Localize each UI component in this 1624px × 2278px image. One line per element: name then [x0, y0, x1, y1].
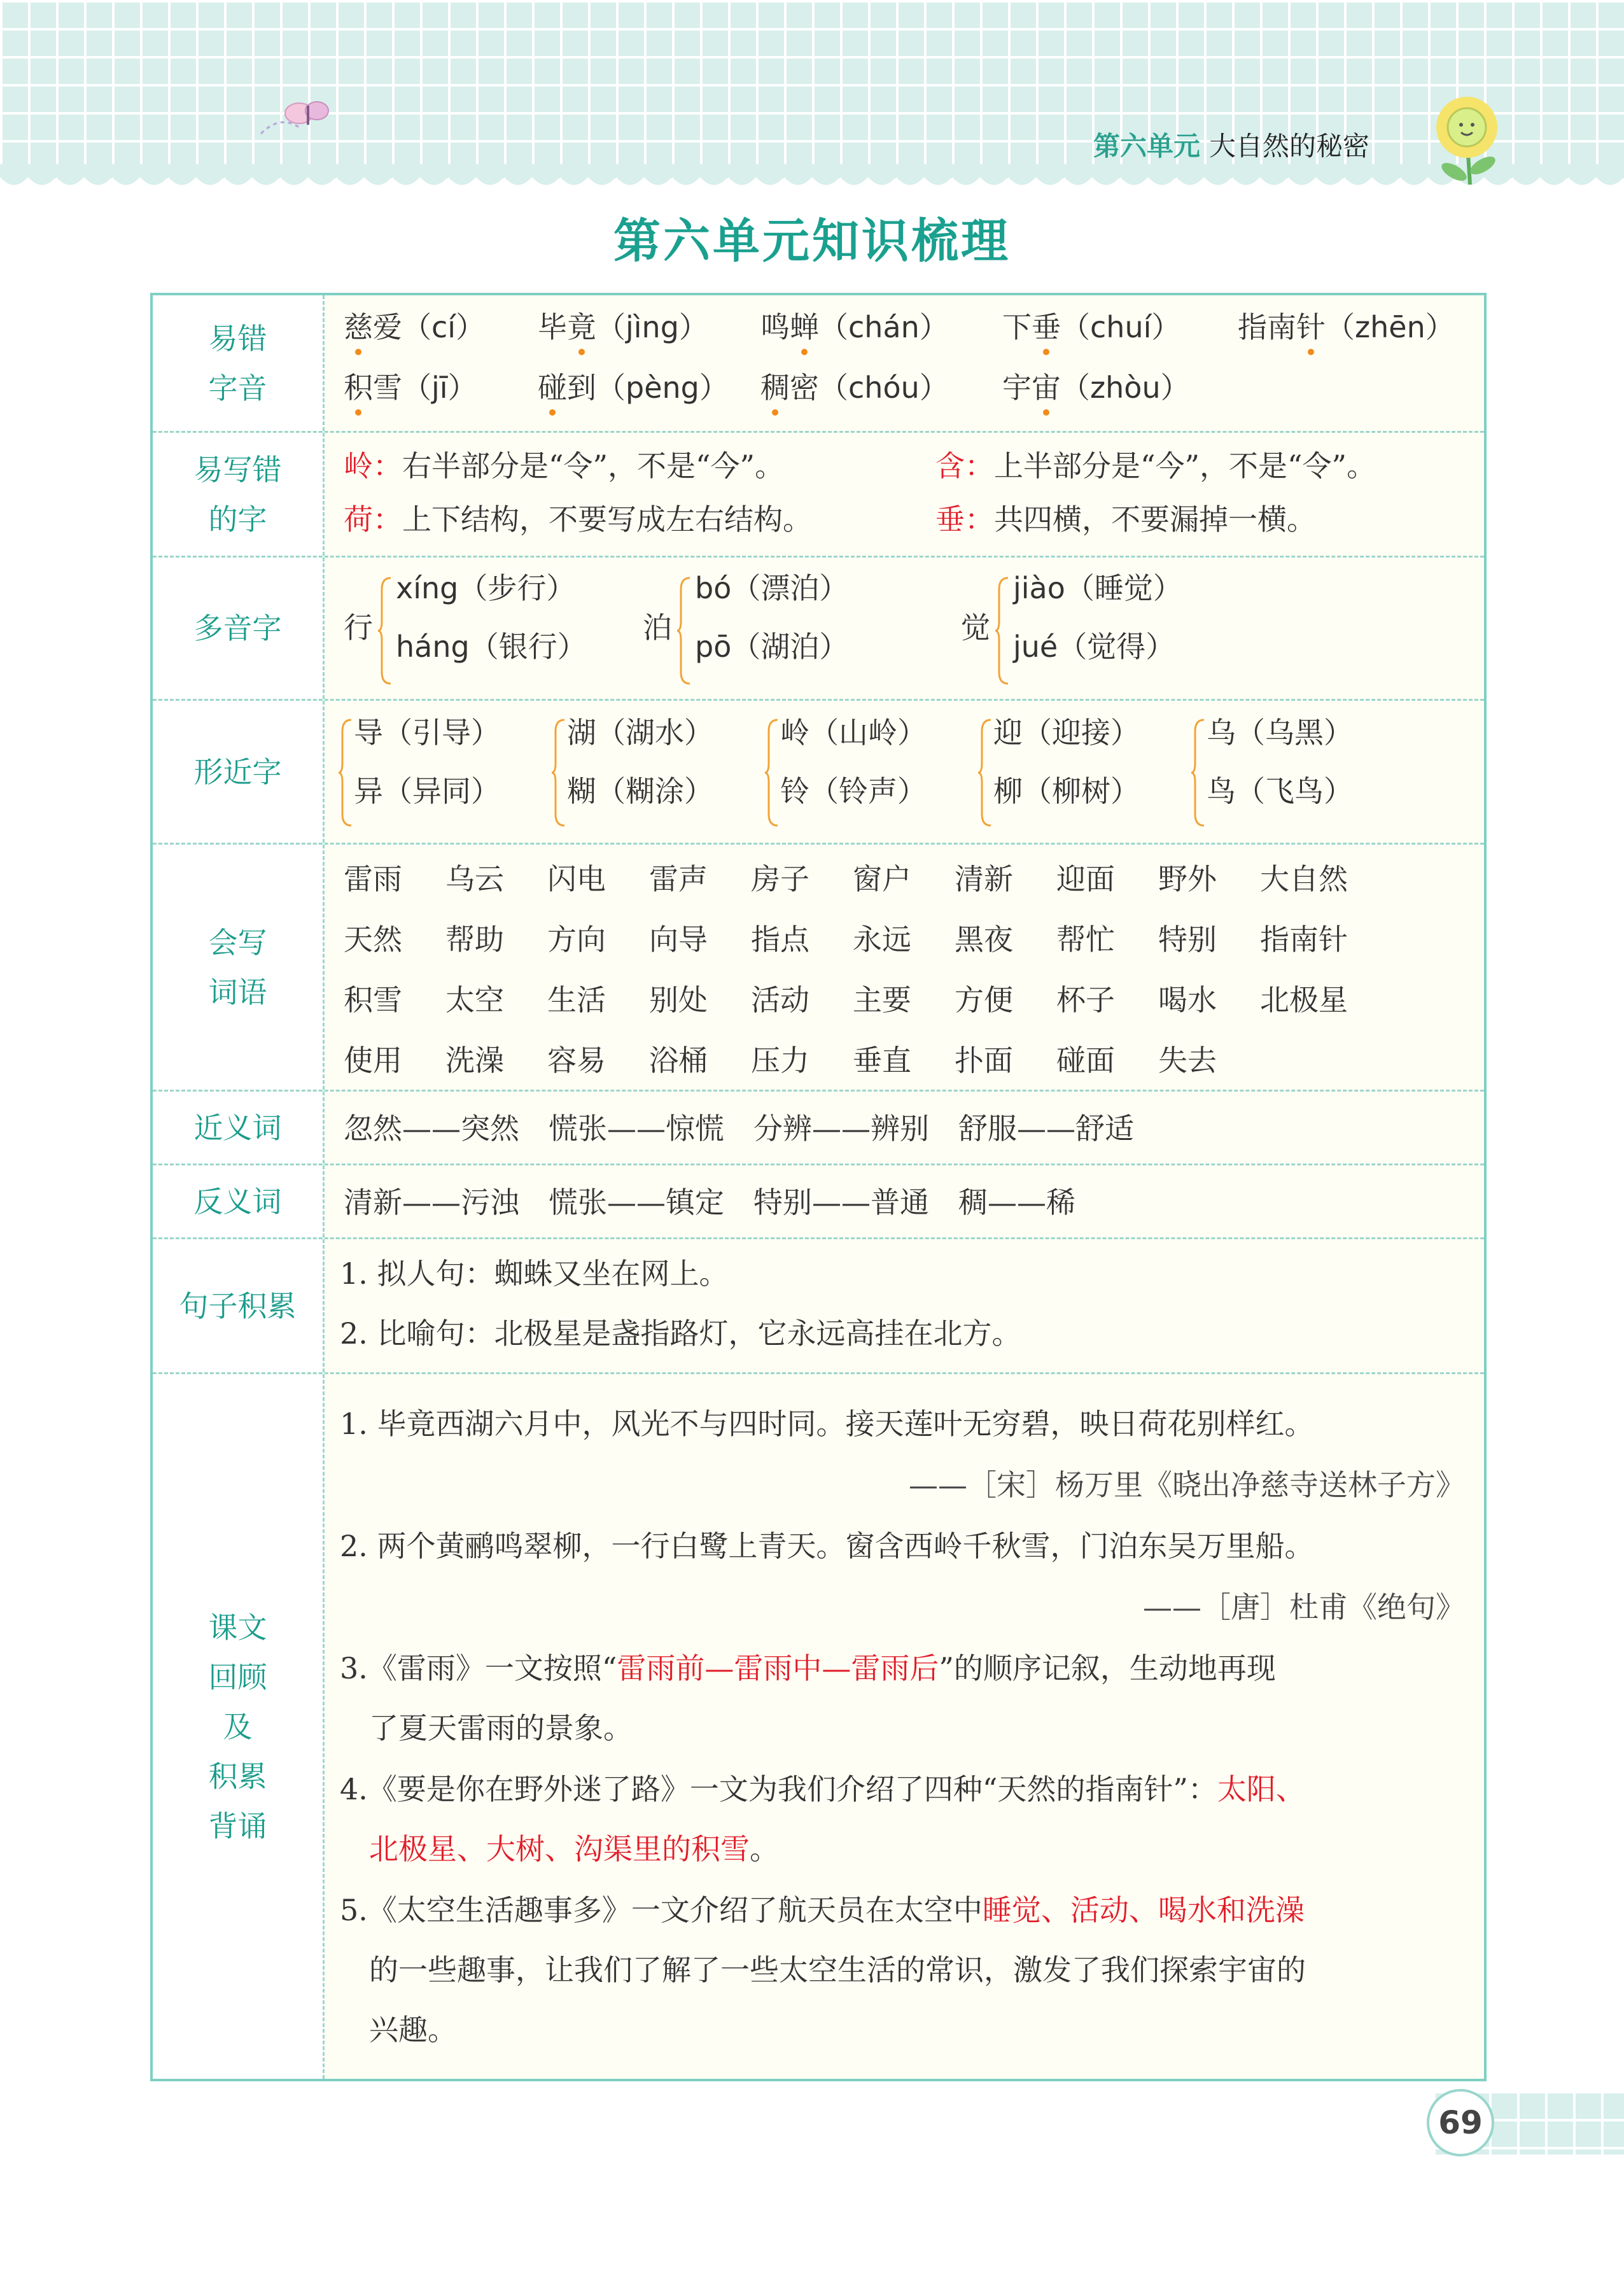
row-body	[325, 1092, 1484, 1164]
vocab-word: 积雪	[344, 983, 402, 1017]
vocab-word: 迎面	[1056, 862, 1115, 896]
pron-item: 稠密（chóu）	[760, 362, 949, 413]
vocab-word: 闪电	[547, 862, 606, 896]
row-review	[153, 1372, 1484, 2079]
sunflower-icon	[1425, 89, 1508, 191]
antonyms-text: 清新——污浊 慌张——镇定 特别——普通 稠——稀	[344, 1185, 1075, 1220]
pron-item: 宇宙（zhòu）	[1002, 362, 1190, 413]
header-grid-band	[0, 0, 1624, 178]
vocab-word: 洗澡	[445, 1043, 504, 1078]
vocab-word: 野外	[1158, 862, 1217, 896]
vocab-word: 乌云	[445, 862, 504, 896]
miswritten-item: 垂：共四横，不要漏掉一横。	[935, 502, 1316, 537]
header-wave-border	[0, 164, 1624, 202]
vocab-word: 指点	[751, 922, 809, 957]
row-body: 行 xíng（步行） háng（银行） 泊 bó（漂泊） pō（湖泊） 觉 jiào（睡觉） jué（觉得）	[325, 558, 1484, 699]
vocab-word: 窗户	[853, 862, 911, 896]
row-label: 会写 词语	[153, 845, 325, 1090]
vocab-word: 大自然	[1260, 862, 1348, 896]
pron-item: 碰到（pèng）	[538, 362, 729, 413]
unit-name: 大自然的秘密	[1209, 130, 1370, 162]
butterfly-icon	[255, 89, 337, 146]
review-item-4-cont: 北极星、大树、沟渠里的积雪。	[369, 1832, 779, 1866]
vocab-word: 方便	[955, 983, 1013, 1017]
vocab-word: 容易	[547, 1043, 606, 1078]
row-antonyms	[153, 1164, 1484, 1237]
sentence-1: 1. 拟人句：蜘蛛又坐在网上。	[340, 1256, 729, 1291]
row-label: 近义词	[153, 1092, 325, 1164]
vocab-word: 主要	[853, 983, 911, 1017]
row-miswritten	[153, 431, 1484, 556]
pron-item: 指南针（zhēn）	[1238, 302, 1455, 353]
pron-item: 毕竟（jìng）	[538, 302, 708, 353]
row-label: 课文 回顾 及 积累 背诵	[153, 1374, 325, 2079]
row-label: 形近字	[153, 701, 325, 843]
vocab-word: 垂直	[853, 1043, 911, 1078]
row-similar-chars	[153, 699, 1484, 843]
review-item-4: 4.《要是你在野外迷了路》一文为我们介绍了四种“天然的指南针”：太阳、	[340, 1772, 1305, 1806]
vocab-word: 使用	[344, 1043, 402, 1078]
sentence-2: 2. 比喻句：北极星是盏指路灯，它永远高挂在北方。	[340, 1316, 1021, 1351]
row-label: 句子积累	[153, 1239, 325, 1372]
review-item-3-cont: 了夏天雷雨的景象。	[369, 1711, 633, 1745]
row-body	[325, 295, 1484, 431]
row-label: 易写错 的字	[153, 433, 325, 556]
row-label: 多音字	[153, 558, 325, 699]
vocab-word: 太空	[445, 983, 504, 1017]
review-item-3: 3.《雷雨》一文按照“雷雨前—雷雨中—雷雨后”的顺序记叙，生动地再现	[340, 1651, 1276, 1685]
unit-heading	[1093, 127, 1369, 165]
row-body	[325, 1165, 1484, 1237]
vocab-word: 雷雨	[344, 862, 402, 896]
vocab-word: 帮忙	[1056, 922, 1115, 957]
unit-number: 第六单元	[1093, 130, 1201, 162]
knowledge-table	[150, 293, 1487, 2081]
vocab-word: 帮助	[445, 922, 504, 957]
miswritten-item: 岭：右半部分是“令”，不是“今”。	[344, 449, 785, 483]
vocab-word: 杯子	[1056, 983, 1115, 1017]
row-body	[325, 433, 1484, 556]
row-body	[325, 1239, 1484, 1372]
vocab-word: 特别	[1158, 922, 1217, 957]
review-poem-1: 1. 毕竟西湖六月中，风光不与四时同。接天莲叶无穷碧，映日荷花别样红。	[340, 1407, 1314, 1441]
vocab-word: 永远	[853, 922, 911, 957]
page-number: 69	[1438, 2104, 1483, 2141]
vocab-word: 天然	[344, 922, 402, 957]
vocab-word: 扑面	[955, 1043, 1013, 1078]
vocab-word: 别处	[649, 983, 708, 1017]
row-synonyms	[153, 1090, 1484, 1164]
review-item-5: 5.《太空生活趣事多》一文介绍了航天员在太空中睡觉、活动、喝水和洗澡	[340, 1893, 1305, 1927]
row-body	[325, 1374, 1484, 2079]
vocab-word: 生活	[547, 983, 606, 1017]
vocab-word: 指南针	[1260, 922, 1348, 957]
vocab-word: 失去	[1158, 1043, 1217, 1078]
review-poem-2: 2. 两个黄鹂鸣翠柳，一行白鹭上青天。窗含西岭千秋雪，门泊东吴万里船。	[340, 1529, 1314, 1563]
synonyms-text: 忽然——突然 慌张——惊慌 分辨——辨别 舒服——舒适	[344, 1111, 1134, 1146]
vocab-word: 喝水	[1158, 983, 1217, 1017]
pron-item: 慈爱（cí）	[344, 302, 485, 353]
vocab-word: 压力	[751, 1043, 809, 1078]
vocab-word: 浴桶	[649, 1043, 708, 1078]
pron-item: 下垂（chuí）	[1002, 302, 1180, 353]
row-body: 导（引导） 异（异同） 湖（湖水） 糊（糊涂） 岭（山岭） 铃（铃声） 迎（迎接） 柳（柳树） 乌（乌黑） 鸟（飞鸟）	[325, 701, 1484, 843]
vocab-word: 向导	[649, 922, 708, 957]
miswritten-item: 含：上半部分是“今”，不是“令”。	[935, 449, 1376, 483]
review-item-5-end: 兴趣。	[369, 2013, 457, 2047]
vocab-word: 房子	[751, 862, 809, 896]
review-item-5-cont: 的一些趣事，让我们了解了一些太空生活的常识，激发了我们探索宇宙的	[369, 1953, 1306, 1987]
vocab-word: 活动	[751, 983, 809, 1017]
row-pronunciation	[153, 295, 1484, 431]
vocab-word: 黑夜	[955, 922, 1013, 957]
row-sentences	[153, 1237, 1484, 1372]
vocab-word: 雷声	[649, 862, 708, 896]
row-polyphones	[153, 556, 1484, 699]
page-title: 第六单元知识梳理	[613, 214, 1011, 269]
vocab-word: 北极星	[1260, 983, 1348, 1017]
row-label: 易错 字音	[153, 295, 325, 431]
vocab-word: 碰面	[1056, 1043, 1115, 1078]
vocab-word: 方向	[547, 922, 606, 957]
row-label: 反义词	[153, 1165, 325, 1237]
review-poem-2-source: ——［唐］杜甫《绝句》	[1143, 1590, 1465, 1624]
pron-item: 鸣蝉（chán）	[760, 302, 949, 353]
row-vocab	[153, 843, 1484, 1090]
review-poem-1-source: ——［宋］杨万里《晓出净慈寺送林子方》	[909, 1468, 1465, 1502]
miswritten-item: 荷：上下结构，不要写成左右结构。	[344, 502, 812, 537]
pron-item: 积雪（jī）	[344, 362, 477, 413]
vocab-word: 清新	[955, 862, 1013, 896]
row-body	[325, 845, 1484, 1090]
